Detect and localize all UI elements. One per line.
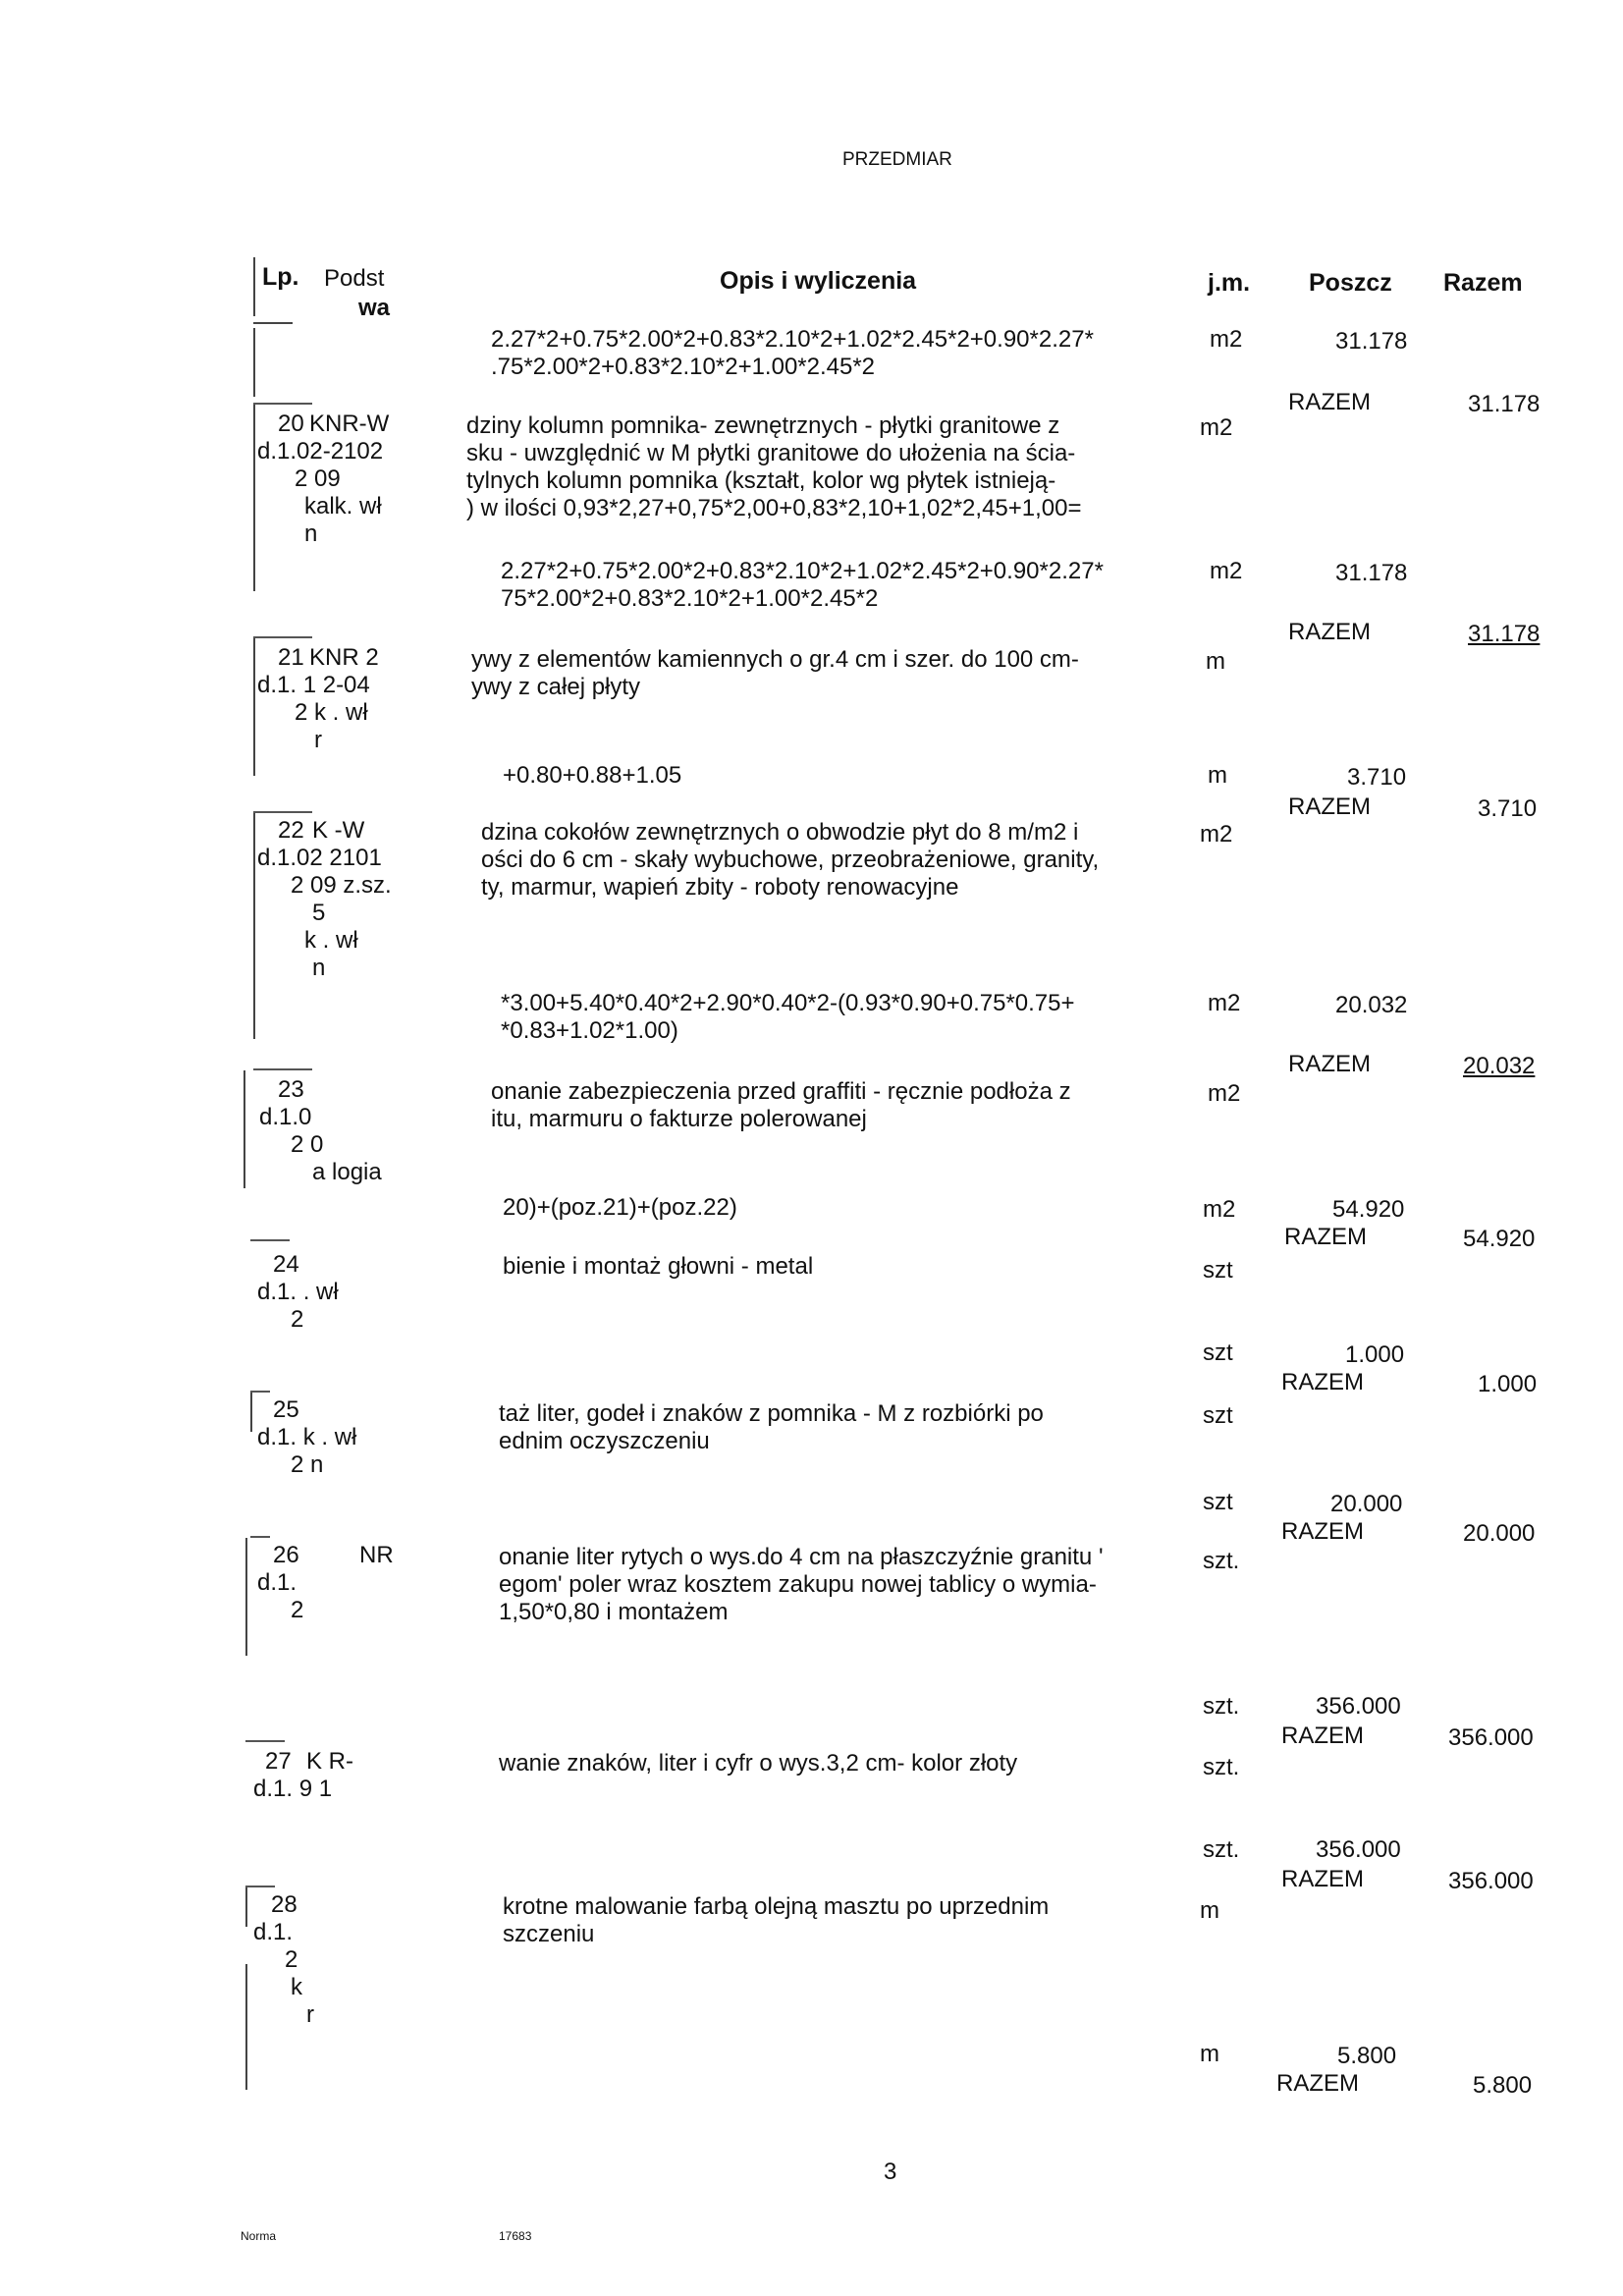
description-line: ości do 6 cm - skały wybuchowe, przeobrażeniowe, granity, [481,847,1100,873]
row-divider [253,811,312,813]
razem-label: RAZEM [1276,2070,1359,2097]
podstawa-line: k . wł [304,927,358,954]
razem-label: RAZEM [1284,1224,1367,1250]
unit: szt. [1203,1548,1240,1574]
razem-value: 20.032 [1463,1053,1536,1079]
lp-number: 26 [273,1542,299,1568]
lp-number: 20 [278,410,304,437]
row-divider [253,636,312,638]
calc-unit: szt [1203,1489,1233,1515]
description-line: egom' poler wraz kosztem zakupu nowej tablicy o wymia- [499,1571,1097,1598]
podstawa-line: KNR-W [309,410,390,437]
podstawa-line: KNR 2 [309,644,379,671]
description-line: wanie znaków, liter i cyfr o wys.3,2 cm- kolor złoty [499,1750,1018,1777]
page-title: PRZEDMIAR [842,149,952,170]
razem-value: 31.178 [1468,621,1541,647]
calc-line: .75*2.00*2+0.83*2.10*2+1.00*2.45*2 [491,354,876,380]
calc-line: +0.80+0.88+1.05 [503,762,682,789]
razem-value: 31.178 [1468,391,1541,417]
podstawa-line: 5 [312,900,326,926]
row-divider [245,1740,285,1742]
razem-value: 356.000 [1448,1868,1534,1894]
unit: m2 [1200,821,1233,847]
description-line: ) w ilości 0,93*2,27+0,75*2,00+0,83*2,10+1,02*2,45+1,00= [466,495,1082,521]
description-line: taż liter, godeł i znaków z pomnika - M z rozbiórki po [499,1400,1044,1427]
description-line: 1,50*0,80 i montażem [499,1599,729,1625]
unit: m [1206,648,1225,675]
description-line: onanie zabezpieczenia przed graffiti - ręcznie podłoża z [491,1078,1071,1105]
footer-left: Norma [241,2229,277,2243]
poszcz-value: 356.000 [1316,1693,1401,1720]
row-border [243,1070,245,1188]
podstawa-line: 2 n [291,1451,324,1478]
row-border [250,1393,252,1432]
razem-value: 54.920 [1463,1226,1536,1252]
podstawa-line: r [314,727,322,753]
unit: m [1200,1897,1219,1924]
description-line: bienie i montaż głowni - metal [503,1253,814,1280]
header-podstawa: Podst [324,265,385,292]
calc-unit: m2 [1203,1196,1236,1223]
footer-right: 17683 [499,2229,532,2243]
podstawa-line: d.1.02-2102 [257,438,384,465]
razem-value: 5.800 [1473,2072,1533,2099]
lp-number: 21 [278,644,304,671]
razem-label: RAZEM [1281,1722,1364,1749]
header-jm: j.m. [1208,269,1251,297]
unit: m2 [1200,414,1233,441]
lp-number: 23 [278,1076,304,1103]
lp-number: 27 [265,1748,292,1775]
row-divider [250,1239,290,1241]
row-divider [253,1068,312,1070]
podstawa-line: 2 [291,1597,304,1623]
calc-unit: m [1208,762,1227,789]
calc-unit: m2 [1210,558,1243,584]
calc-line: *3.00+5.40*0.40*2+2.90*0.40*2-(0.93*0.90+0.75*0.75+ [501,990,1075,1016]
lp-number: 25 [273,1396,299,1423]
calc-unit: szt. [1203,1693,1240,1720]
unit: szt [1203,1257,1233,1284]
podstawa-line: d.1.02 2101 [257,845,382,871]
poszcz-value: 20.032 [1335,992,1408,1018]
podstawa-line: d.1. 9 1 [253,1776,333,1802]
row-border [253,328,255,397]
header-border-bottom [253,322,293,324]
header-lp: Lp. [262,263,299,291]
description-line: dzina cokołów zewnętrznych o obwodzie płyt do 8 m/m2 i [481,819,1079,846]
razem-label: RAZEM [1288,619,1371,645]
header-podstawa-2: wa [358,295,391,321]
description-line: ywy z całej płyty [471,674,641,700]
podstawa-line: 2 [291,1306,304,1333]
calc-unit: m2 [1208,990,1241,1016]
razem-label: RAZEM [1281,1369,1364,1395]
row-border [253,638,255,776]
header-razem: Razem [1443,269,1523,297]
podstawa-line: K R- [306,1748,353,1775]
header-opis: Opis i wyliczenia [720,267,917,295]
row-border [245,1887,247,1927]
razem-label: RAZEM [1288,389,1371,415]
razem-value: 3.710 [1478,795,1538,822]
description-line: ty, marmur, wapień zbity - roboty renowacyjne [481,874,959,901]
podstawa-line: d.1.0 [259,1104,312,1130]
poszcz-value: 1.000 [1345,1341,1405,1368]
podstawa-line: n [304,520,318,547]
razem-label: RAZEM [1281,1866,1364,1892]
row-divider [250,1536,270,1538]
podstawa-line: d.1. k . wł [257,1424,357,1450]
podstawa-line: 2 0 [291,1131,324,1158]
poszcz-value: 356.000 [1316,1836,1401,1863]
razem-value: 356.000 [1448,1724,1534,1751]
poszcz-value: 54.920 [1332,1196,1405,1223]
calc-unit: szt. [1203,1836,1240,1863]
description-line: krotne malowanie farbą olejną masztu po uprzednim [503,1893,1050,1920]
unit: szt [1203,1402,1233,1429]
row-border [245,1964,247,2090]
podstawa-line: d.1. [253,1919,294,1945]
podstawa-line: NR [359,1542,394,1568]
description-line: sku - uwzględnić w M płytki granitowe do ułożenia na ścia- [466,440,1076,466]
razem-value: 1.000 [1478,1371,1538,1397]
razem-value: 20.000 [1463,1520,1536,1547]
podstawa-line: k [291,1974,302,2000]
calc-line: *0.83+1.02*1.00) [501,1017,678,1044]
podstawa-line: 2 09 [295,465,341,492]
razem-label: RAZEM [1288,1051,1371,1077]
podstawa-line: d.1. [257,1569,298,1596]
podstawa-line: d.1. 1 2-04 [257,672,370,698]
lp-number: 24 [273,1251,299,1278]
podstawa-line: a logia [312,1159,382,1185]
podstawa-line: K -W [312,817,365,844]
podstawa-line: kalk. wł [304,493,382,519]
poszcz-value: 5.800 [1337,2043,1397,2069]
podstawa-line: 2 [285,1946,298,1973]
description-line: itu, marmuru o fakturze polerowanej [491,1106,867,1132]
row-divider [253,403,312,405]
calc-line: 75*2.00*2+0.83*2.10*2+1.00*2.45*2 [501,585,879,612]
lp-number: 22 [278,817,304,844]
calc-unit: szt [1203,1339,1233,1366]
calc-unit: m2 [1210,326,1243,353]
row-border [253,813,255,1039]
poszcz-value: 20.000 [1330,1491,1403,1517]
description-line: ywy z elementów kamiennych o gr.4 cm i szer. do 100 cm- [471,646,1079,673]
header-border-left [253,257,255,316]
poszcz-value: 3.710 [1347,764,1407,791]
podstawa-line: 2 k . wł [295,699,368,726]
row-divider [245,1886,275,1887]
row-border [253,405,255,591]
unit: m2 [1208,1080,1241,1107]
description-line: dziny kolumn pomnika- zewnętrznych - płytki granitowe z [466,412,1060,439]
podstawa-line: n [312,955,326,981]
lp-number: 28 [271,1891,298,1918]
poszcz-value: 31.178 [1335,560,1408,586]
description-line: onanie liter rytych o wys.do 4 cm na płaszczyźnie granitu ' [499,1544,1104,1570]
poszcz-value: 31.178 [1335,328,1408,355]
calc-line: 2.27*2+0.75*2.00*2+0.83*2.10*2+1.02*2.45*2+0.90*2.27* [491,326,1094,353]
podstawa-line: r [306,2001,314,2028]
unit: szt. [1203,1754,1240,1780]
calc-line: 20)+(poz.21)+(poz.22) [503,1194,737,1221]
razem-label: RAZEM [1288,793,1371,820]
calc-line: 2.27*2+0.75*2.00*2+0.83*2.10*2+1.02*2.45*2+0.90*2.27* [501,558,1104,584]
description-line: szczeniu [503,1921,595,1947]
podstawa-line: 2 09 z.sz. [291,872,392,899]
header-poszcz: Poszcz [1309,269,1392,297]
row-divider [250,1391,270,1393]
description-line: tylnych kolumn pomnika (kształt, kolor wg płytek istnieją- [466,467,1056,494]
calc-unit: m [1200,2041,1219,2067]
razem-label: RAZEM [1281,1518,1364,1545]
podstawa-line: d.1. . wł [257,1279,339,1305]
description-line: ednim oczyszczeniu [499,1428,710,1454]
page-number: 3 [884,2159,897,2185]
row-border [245,1538,247,1656]
